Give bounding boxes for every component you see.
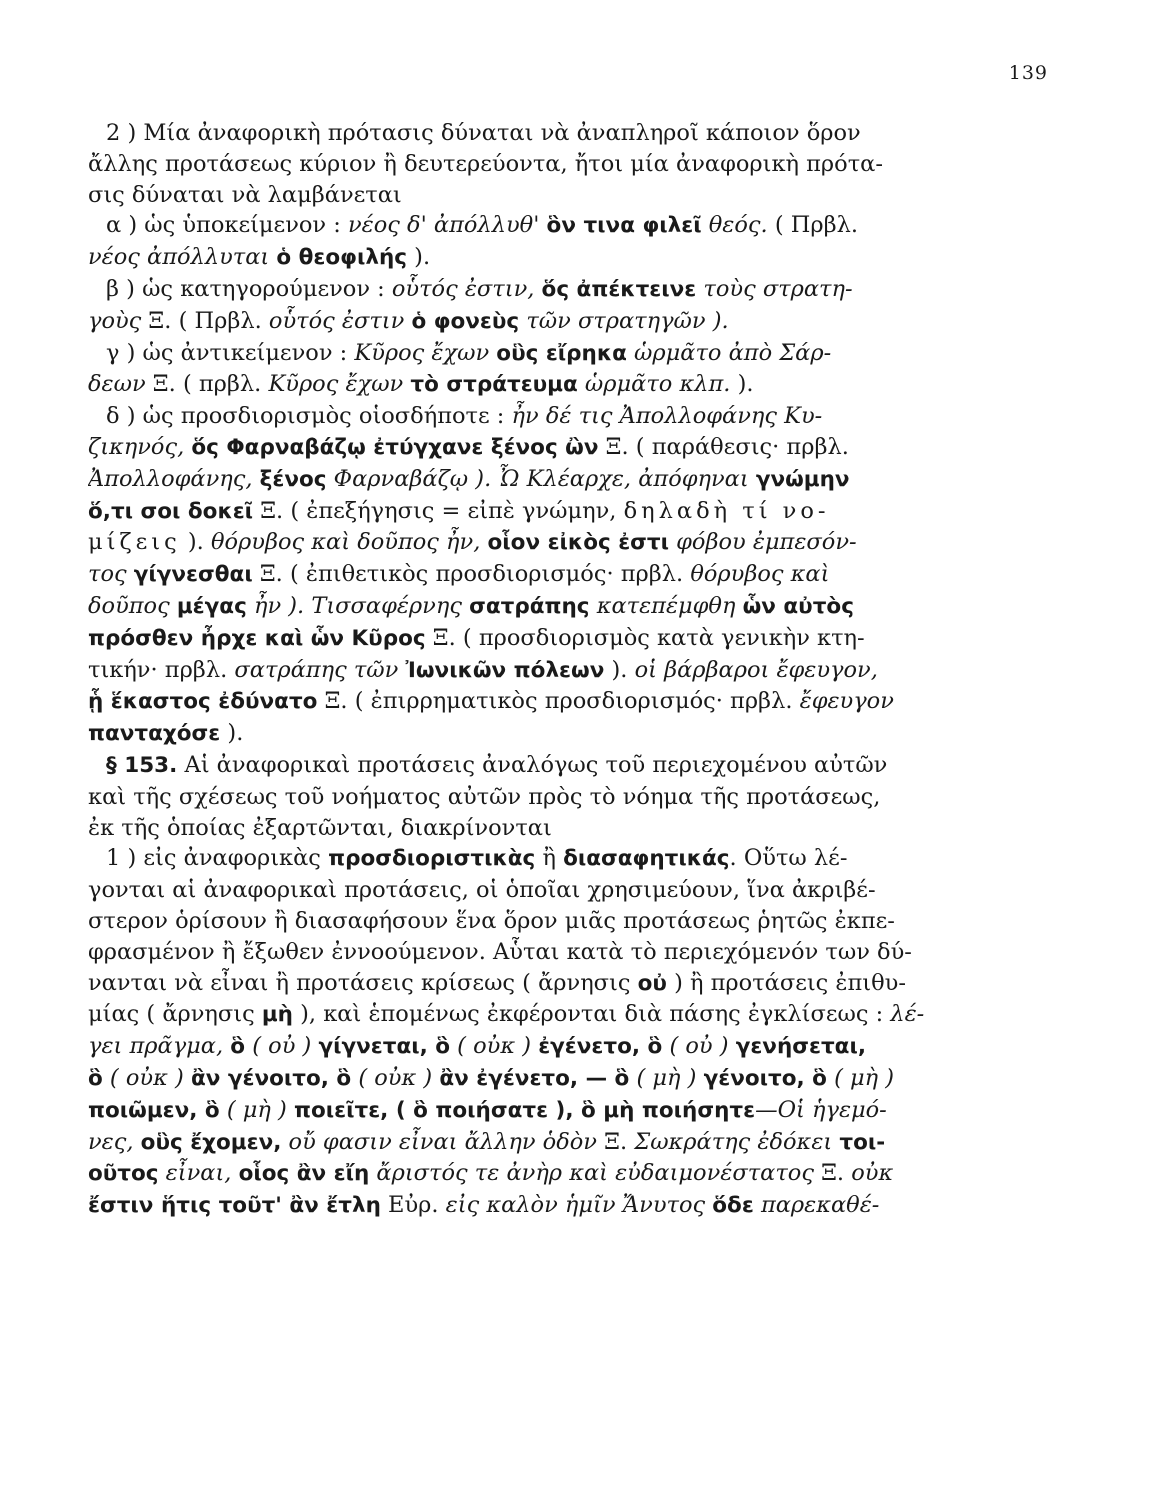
bold-run: οὓς εἴρηκα [496, 340, 627, 366]
spaced-run: δηλαδὴ τί νο- [623, 497, 830, 524]
italic-run: παρεκαθέ- [753, 1192, 880, 1219]
text-line [88, 401, 1068, 432]
text-line [88, 906, 1068, 937]
text-run: ), καὶ ἑπομένως ἐκφέρονται διὰ πάσης ἐγκλίσεως : [292, 1001, 891, 1028]
bold-run: ποιῶμεν, ὃ [88, 1097, 220, 1123]
text-line [88, 242, 1068, 274]
italic-run: ζικηνός, [88, 433, 192, 460]
text-line [88, 655, 1068, 687]
text-run: ἢ [535, 845, 564, 872]
bold-run: ὅς Φαρναβάζῳ ἐτύγχανε ξένος ὢν [191, 434, 599, 460]
italic-run: εἰς καλὸν ἡμῖν Ἄνυτος [445, 1192, 713, 1219]
bold-run: οὓς ἔχομεν, [140, 1129, 282, 1155]
italic-run: δοῦπος [88, 592, 177, 619]
bold-run: τὸ στράτευμα [410, 372, 578, 398]
italic-run: ὡρμᾶτο ἀπὸ Σάρ- [626, 339, 832, 366]
text-run: 2 ) Μία ἀναφορικὴ πρότασις δύναται νὰ ἀναπληροῖ κάποιον ὅρον [106, 120, 861, 146]
bold-run: ὅ,τι σοι δοκεῖ [88, 498, 254, 524]
italic-run: ἄριστός τε ἀνὴρ καὶ εὐδαιμονέστατος [369, 1160, 814, 1187]
italic-run: ( οὐκ ) [450, 1033, 539, 1060]
text-line [88, 591, 1068, 623]
text-run: μίας ( ἄρνησις [88, 1001, 262, 1028]
italic-run: κατεπέμφθη [589, 592, 743, 619]
text-run: δ ) ὡς προσδιορισμὸς οἱοσδήποτε : [106, 403, 512, 430]
text-run: ). [180, 529, 211, 556]
bold-run: τοι- [839, 1129, 886, 1155]
italic-run: ἔφευγον [799, 688, 894, 715]
italic-run: θόρυβος καὶ [690, 561, 830, 588]
body-text [88, 118, 1068, 1222]
italic-run: οἱ βάρβαροι ἔφευγον, [634, 656, 878, 683]
italic-run: ( οὐκ ) [102, 1064, 191, 1091]
text-line [88, 1063, 1068, 1095]
text-line [88, 623, 1068, 655]
bold-run: γίγνεσθαι [133, 562, 253, 588]
text-line [88, 559, 1068, 591]
text-line [88, 1158, 1068, 1190]
text-line [88, 1095, 1068, 1127]
italic-run: γει πρᾶγμα, [88, 1033, 231, 1060]
italic-run: δεων [88, 371, 146, 398]
italic-run: ὡρμᾶτο κλπ. [577, 371, 731, 398]
italic-run: οὗτός ἐστιν [268, 307, 412, 334]
text-line [88, 1127, 1068, 1159]
bold-run: ὧν αὐτὸς [742, 593, 854, 619]
bold-run: ὁ θεοφιλής [276, 245, 408, 271]
text-line [88, 118, 1068, 149]
italic-run: τοὺς στρατη- [696, 275, 853, 302]
italic-run: φόβου ἐμπεσόν- [669, 529, 857, 556]
text-line [88, 496, 1068, 528]
text-line [88, 813, 1068, 844]
text-run: Ξ. ( προσδιορισμὸς κατὰ γενικὴν κτη- [425, 624, 865, 651]
bold-run: ξένος [259, 466, 327, 492]
bold-run: ᾗ ἕκαστος ἐδύνατο [88, 689, 318, 715]
italic-run: Ἀπολλοφάνης, [88, 465, 260, 492]
section-heading-line [88, 750, 1068, 782]
text-run: γονται αἱ ἀναφορικαὶ προτάσεις, οἱ ὁποῖαι χρησιμεύουν, ἵνα ἀκριβέ- [88, 877, 876, 904]
italic-run: ( μὴ ) [219, 1096, 294, 1123]
italic-run: θεός. [701, 212, 768, 239]
text-line [88, 464, 1068, 496]
bold-run: Ἰωνικῶν πόλεων [405, 657, 605, 683]
bold-run: ποιεῖτε, ( ὃ ποιήσατε ), ὃ μὴ ποιήσητε [293, 1097, 756, 1123]
text-run: ( Πρβλ. [767, 212, 859, 239]
text-run: Ξ. ( ἐπεξήγησις = εἰπὲ γνώμην, [253, 497, 624, 524]
bold-run: οἷον εἰκὸς ἐστι [487, 530, 670, 556]
text-run: Αἱ ἀναφορικαὶ προτάσεις ἀναλόγως τοῦ περιεχομένου αὐτῶν [177, 751, 888, 778]
text-run: τικήν· πρβλ. [88, 656, 235, 683]
spaced-run: μίζεις [88, 529, 181, 556]
text-run: Ξ. ( Πρβλ. [141, 307, 269, 334]
bold-run: ὃ [88, 1065, 103, 1091]
text-line [88, 686, 1068, 718]
bold-run: οῦτος [88, 1161, 159, 1187]
italic-run: οὔ φασιν εἶναι ἄλλην ὁδὸν [281, 1128, 597, 1155]
text-line [88, 968, 1068, 1000]
italic-run: ( οὐκ ) [351, 1064, 440, 1091]
text-run: φρασμένον ἢ ἔξωθεν ἐννοούμενον. Αὗται κατὰ τὸ περιεχόμενόν των δύ- [88, 938, 912, 965]
bold-run: ὅδε [712, 1193, 754, 1219]
italic-run: ἦν δέ τις Ἀπολλοφάνης Κυ- [511, 403, 823, 430]
bold-run: γενήσεται, [735, 1034, 866, 1060]
italic-run: νέος δ' ἀπόλλυθ' [348, 212, 547, 239]
bold-run: μὴ [261, 1002, 293, 1028]
italic-run: —Οἱ ἡγεμό- [755, 1096, 887, 1123]
text-run: γ ) ὡς ἀντικείμενον : [106, 339, 355, 366]
text-run: β ) ὡς κατηγορούμενον : [106, 275, 392, 302]
text-line [88, 999, 1068, 1031]
text-run: καὶ τῆς σχέσεως τοῦ νοήματος αὐτῶν πρὸς τὸ νόημα τῆς προτάσεως, [88, 783, 881, 810]
text-run: Εὐρ. [380, 1192, 446, 1219]
text-run: 1 ) εἰς ἀναφορικὰς [106, 845, 329, 872]
text-run: ). [604, 656, 635, 683]
bold-run: πανταχόσε [88, 721, 221, 747]
text-line [88, 843, 1068, 875]
bold-run: μέγας [176, 593, 247, 619]
bold-run: σατράπης [469, 593, 590, 619]
text-line [88, 149, 1068, 180]
text-run: Ξ. ( παράθεσις· πρβλ. [598, 433, 849, 460]
text-line [88, 274, 1068, 306]
bold-run: οὐ [637, 970, 667, 996]
italic-run: λέ- [890, 1001, 925, 1028]
text-line [88, 180, 1068, 211]
text-line [88, 338, 1068, 370]
italic-run: ( μὴ ) [629, 1064, 704, 1091]
bold-run: § 153. [106, 752, 178, 778]
italic-run: Κῦρος ἔχων [268, 371, 411, 398]
bold-run: ἔστιν ἥτις τοῦτ' ἂν ἔτλη [88, 1193, 381, 1219]
text-run: Ξ. ( ἐπιθετικὸς προσδιορισμός· πρβλ. [252, 561, 691, 588]
text-line [88, 937, 1068, 968]
italic-run: σατράπης τῶν [234, 656, 406, 683]
text-line [88, 369, 1068, 401]
italic-run: νέος ἀπόλλυται [88, 244, 277, 271]
text-run: ἐκ τῆς ὁποίας ἐξαρτῶνται, διακρίνονται [88, 814, 552, 841]
text-run: Ξ. ( ἐπιρρηματικὸς προσδιορισμός· πρβλ. [317, 688, 800, 715]
text-line [88, 875, 1068, 906]
text-run: Ξ. [596, 1128, 635, 1155]
italic-run: ( οὐ ) [245, 1033, 319, 1060]
bold-run: ὅς ἀπέκτεινε [541, 276, 697, 302]
text-line [88, 432, 1068, 464]
text-run: ). [407, 244, 431, 271]
text-run: ) ἢ προτάσεις ἐπιθυ- [666, 969, 906, 996]
italic-run: νες, [88, 1128, 141, 1155]
text-line [88, 306, 1068, 338]
text-run: νανται νὰ εἶναι ἢ προτάσεις κρίσεως ( ἄρνησις [88, 969, 638, 996]
text-line [88, 210, 1068, 242]
text-line [88, 1190, 1068, 1222]
text-run: σις δύναται νὰ λαμβάνεται [88, 181, 402, 208]
italic-run: τος [88, 561, 134, 588]
text-run: Ξ. [813, 1160, 852, 1187]
italic-run: ἦν ). Τισσαφέρνης [246, 592, 470, 619]
bold-run: διασαφητικάς [563, 846, 730, 872]
text-run: ). [730, 371, 754, 398]
italic-run: Σωκράτης ἐδόκει [634, 1128, 840, 1155]
italic-run: Κῦρος ἔχων [354, 339, 497, 366]
text-run: ἄλλης προτάσεως κύριον ἢ δευτερεύοντα, ἤτοι μία ἀναφορικὴ πρότα- [88, 150, 883, 177]
text-line [88, 1031, 1068, 1063]
bold-run: ἂν ἐγένετο, — ὃ [439, 1065, 630, 1091]
text-line [88, 718, 1068, 750]
italic-run: ( μὴ ) [826, 1064, 895, 1091]
bold-run: γίγνεται, ὃ [318, 1034, 451, 1060]
page-number: 139 [1008, 62, 1048, 84]
bold-run: ἐγένετο, ὃ [538, 1034, 663, 1060]
bold-run: ὃ [230, 1034, 246, 1060]
italic-run: εἶναι, [158, 1160, 239, 1187]
text-run: στερον ὁρίσουν ἢ διασαφήσουν ἕνα ὅρον μιᾶς προτάσεως ῥητῶς ἐκπε- [88, 907, 895, 934]
text-run: ). [220, 720, 244, 747]
text-run: . Οὕτω λέ- [729, 845, 848, 872]
bold-run: πρόσθεν ἦρχε καὶ ὧν Κῦρος [88, 625, 426, 651]
bold-run: γνώμην [755, 466, 850, 492]
italic-run: θόρυβος καὶ δοῦπος ἦν, [210, 529, 488, 556]
text-line [88, 527, 1068, 559]
italic-run: ( οὐ ) [662, 1033, 736, 1060]
italic-run: τῶν στρατηγῶν ). [519, 307, 729, 334]
bold-run: ἂν γένοιτο, ὃ [190, 1065, 352, 1091]
italic-run: οὐκ [851, 1160, 894, 1187]
text-run: Ξ. ( πρβλ. [145, 371, 269, 398]
text-run: α ) ὡς ὑποκείμενον : [106, 212, 348, 239]
italic-run: Φαρναβάζῳ ). Ὦ Κλέαρχε, ἀπόφηναι [326, 465, 756, 492]
italic-run: οὗτός ἐστιν, [391, 275, 542, 302]
bold-run: ὁ φονεὺς [411, 308, 520, 334]
italic-run: γοὺς [88, 307, 142, 334]
bold-run: οἷος ἂν εἴη [238, 1161, 370, 1187]
text-line [88, 782, 1068, 813]
bold-run: ὃν τινα φιλεῖ [546, 213, 702, 239]
bold-run: προσδιοριστικὰς [328, 846, 536, 872]
bold-run: γένοιτο, ὃ [703, 1065, 827, 1091]
